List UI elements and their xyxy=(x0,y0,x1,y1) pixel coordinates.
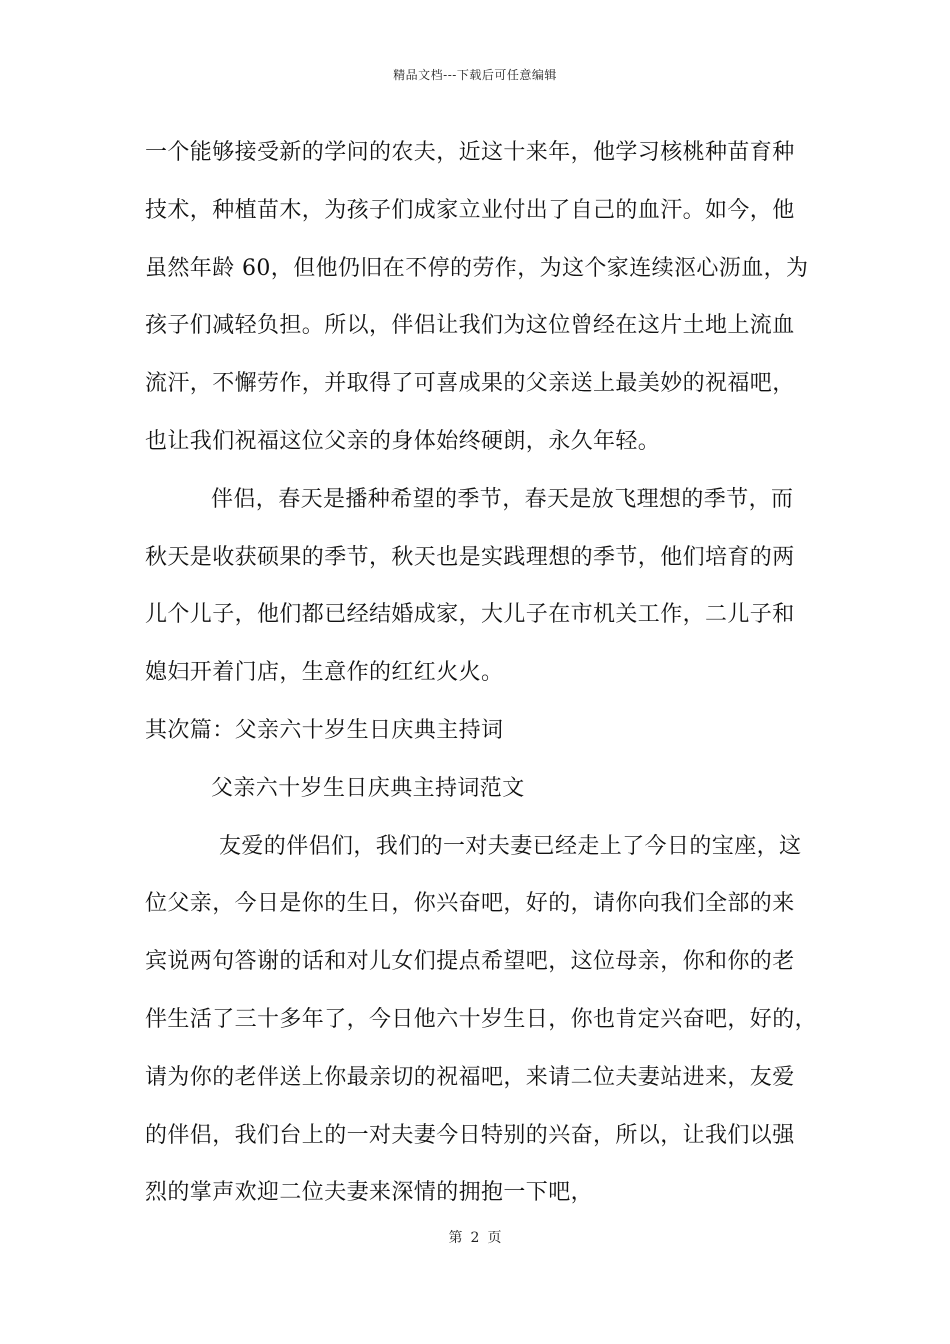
text-line: 流汗，不懈劳作，并取得了可喜成果的父亲送上最美妙的祝福吧， xyxy=(145,371,795,397)
text-line: 请为你的老伴送上你最亲切的祝福吧，来请二位夫妻站进来，友爱 xyxy=(145,1064,795,1090)
page-footer xyxy=(0,1227,950,1247)
text-line: 位父亲，今日是你的生日，你兴奋吧，好的，请你向我们全部的来 xyxy=(145,891,795,917)
text-line: 虽然年龄 60，但他仍旧在不停的劳作，为这个家连续沤心沥血，为 xyxy=(145,255,809,281)
page-number: 2 xyxy=(470,1230,480,1246)
document-body xyxy=(145,128,818,1226)
text-line: 伴生活了三十多年了，今日他六十岁生日，你也肯定兴奋吧，好的， xyxy=(145,1006,818,1032)
text-line: 媳妇开着门店，生意作的红红火火。 xyxy=(145,660,504,686)
text-line: 宾说两句答谢的话和对儿女们提点希望吧，这位母亲，你和你的老 xyxy=(145,949,795,975)
paragraph-start-line: 友爱的伴侣们，我们的一对夫妻已经走上了今日的宝座，这 xyxy=(219,833,802,859)
page-header: 精品文档---下载后可任意编辑 xyxy=(393,68,557,82)
text-line: 一个能够接受新的学问的农夫，近这十来年，他学习核桃种苗育种 xyxy=(145,140,795,165)
text-line: 儿个儿子，他们都已经结婚成家，大儿子在市机关工作，二儿子和 xyxy=(145,602,795,628)
text-line: 孩子们减轻负担。所以，伴侣让我们为这位曾经在这片土地上流血 xyxy=(145,313,795,339)
paragraph-start-line: 伴侣，春天是播种希望的季节，春天是放飞理想的季节，而 xyxy=(211,486,794,512)
page-label-suffix: 页 xyxy=(487,1230,502,1246)
text-line: 秋天是收获硕果的季节，秋天也是实践理想的季节，他们培育的两 xyxy=(145,544,795,570)
section-heading: 其次篇：父亲六十岁生日庆典主持词 xyxy=(145,717,504,743)
page-label-prefix: 第 xyxy=(448,1230,463,1246)
text-line: 也让我们祝福这位父亲的身体始终硬朗，永久年轻。 xyxy=(145,428,661,454)
text-line: 烈的掌声欢迎二位夫妻来深情的拥抱一下吧， xyxy=(145,1180,594,1206)
text-line: 技术，种植苗木，为孩子们成家立业付出了自己的血汗。如今，他 xyxy=(145,197,795,223)
text-line: 的伴侣，我们台上的一对夫妻今日特别的兴奋，所以，让我们以强 xyxy=(145,1122,795,1148)
section-subtitle: 父亲六十岁生日庆典主持词范文 xyxy=(211,775,525,801)
